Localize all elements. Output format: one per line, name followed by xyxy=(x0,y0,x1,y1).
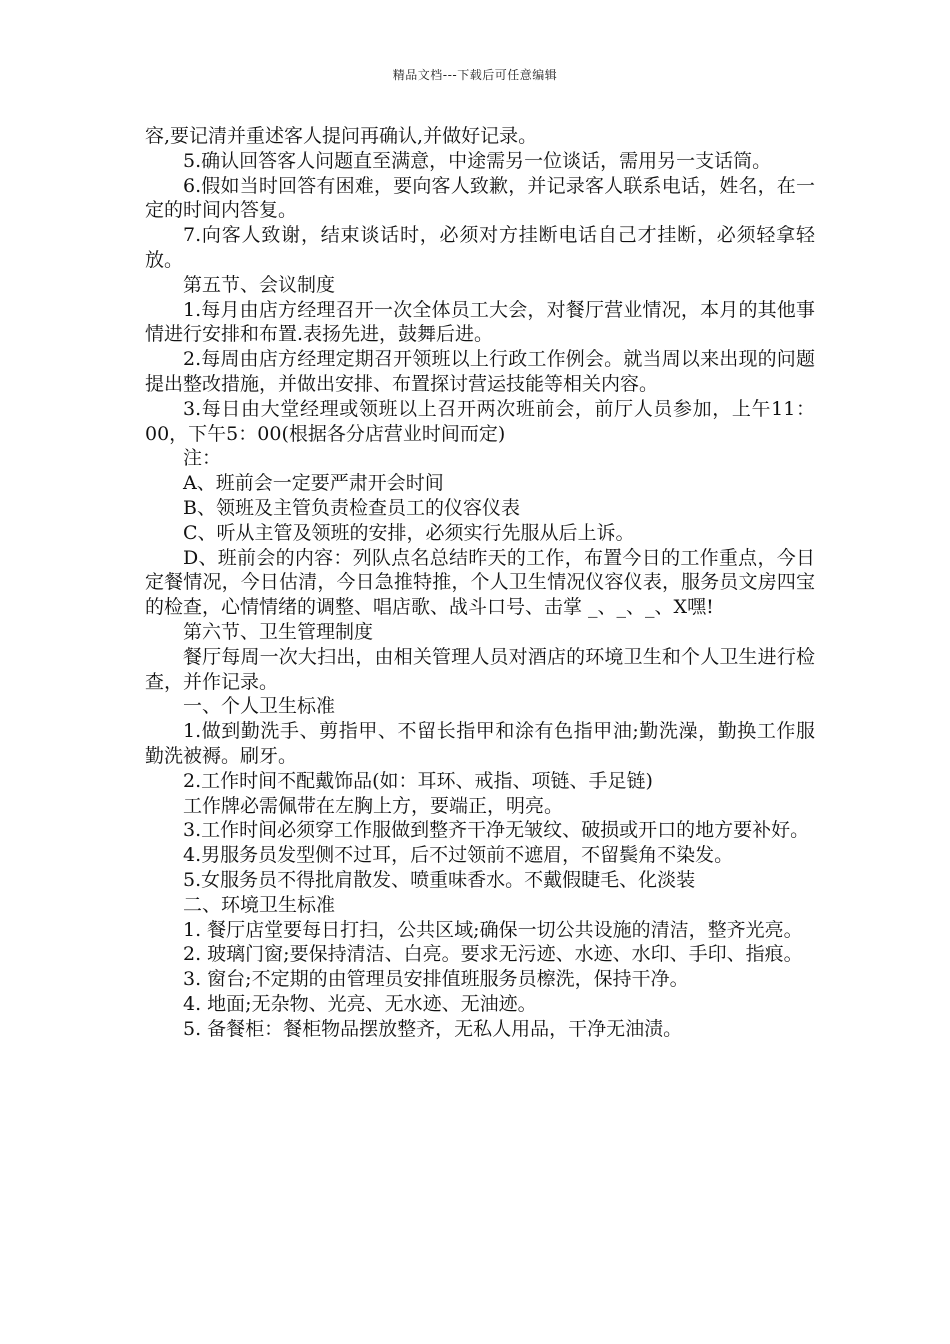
paragraph: 3. 窗台;不定期的由管理员安排值班服务员檫洗，保持干净。 xyxy=(183,968,689,991)
paragraph: B、领班及主管负责检查员工的仪容仪表 xyxy=(183,496,520,519)
paragraph: 7.向客人致谢，结束谈话时，必须对方挂断电话自己才挂断，必须轻拿轻放。 xyxy=(145,224,815,271)
paragraph: 4.男服务员发型侧不过耳，后不过领前不遮眉，不留鬓角不染发。 xyxy=(183,844,734,867)
subsection-heading: 一、个人卫生标准 xyxy=(183,695,336,718)
paragraph: 1.做到勤洗手、剪指甲、不留长指甲和涂有色指甲油;勤洗澡，勤换工作服勤洗被褥。刷牙。 xyxy=(145,720,815,767)
paragraph: 容,要记清并重述客人提问再确认,并做好记录。 xyxy=(145,125,538,147)
paragraph: 5.女服务员不得批肩散发、喷重味香水。不戴假睫毛、化淡装 xyxy=(183,868,696,891)
paragraph: 2. 玻璃门窗;要保持清洁、白亮。要求无污迹、水迹、水印、手印、指痕。 xyxy=(183,943,803,966)
paragraph: 1.每月由店方经理召开一次全体员工大会，对餐厅营业情况，本月的其他事情进行安排和布置.表扬先进，鼓舞后进。 xyxy=(145,298,815,346)
paragraph: 2.工作时间不配戴饰品(如：耳环、戒指、项链、手足链) xyxy=(183,769,653,792)
paragraph: 4. 地面;无杂物、光亮、无水迹、无油迹。 xyxy=(183,992,537,1015)
note-label: 注： xyxy=(183,447,222,470)
paragraph: 1. 餐厅店堂要每日打扫，公共区域;确保一切公共设施的清洁，整齐光亮。 xyxy=(183,918,803,941)
section-heading: 第五节、会议制度 xyxy=(183,273,336,296)
paragraph: 工作牌必需佩带在左胸上方，要端正，明亮。 xyxy=(183,794,564,817)
paragraph: 餐厅每周一次大扫出，由相关管理人员对酒店的环境卫生和个人卫生进行检查，并作记录。 xyxy=(145,645,815,693)
page-header: 精品文档---下载后可任意编辑 xyxy=(392,68,558,82)
paragraph: 3.工作时间必须穿工作服做到整齐干净无皱纹、破损或开口的地方要补好。 xyxy=(183,819,810,842)
paragraph: A、班前会一定要严肃开会时间 xyxy=(183,472,444,495)
document-body xyxy=(145,124,815,1041)
paragraph: 2.每周由店方经理定期召开领班以上行政工作例会。就当周以来出现的问题提出整改措施，并做出安排、布置探讨营运技能等相关内容。 xyxy=(145,348,815,395)
subsection-heading: 二、环境卫生标准 xyxy=(183,893,336,916)
paragraph: 6.假如当时回答有困难，要向客人致歉，并记录客人联系电话，姓名，在一定的时间内答复。 xyxy=(145,174,815,222)
paragraph: 5. 备餐柜：餐柜物品摆放整齐，无私人用品，干净无油渍。 xyxy=(183,1017,683,1040)
paragraph: C、听从主管及领班的安排，必须实行先服从后上诉。 xyxy=(183,521,635,544)
paragraph: 3.每日由大堂经理或领班以上召开两次班前会，前厅人员参加，上午11：00，下午5：00(根据各分店营业时间而定) xyxy=(145,397,815,445)
paragraph: 5.确认回答客人问题直至满意，中途需另一位谈话，需用另一支话筒。 xyxy=(183,149,772,172)
section-heading: 第六节、卫生管理制度 xyxy=(183,620,374,643)
paragraph: D、班前会的内容：列队点名总结昨天的工作，布置今日的工作重点，今日定餐情况，今日估清，今日急推特推，个人卫生情况仪容仪表，服务员文房四宝的检查，心情情绪的调整、唱店歌、战斗口号、击掌 _、_、_、X嘿! xyxy=(145,546,815,619)
